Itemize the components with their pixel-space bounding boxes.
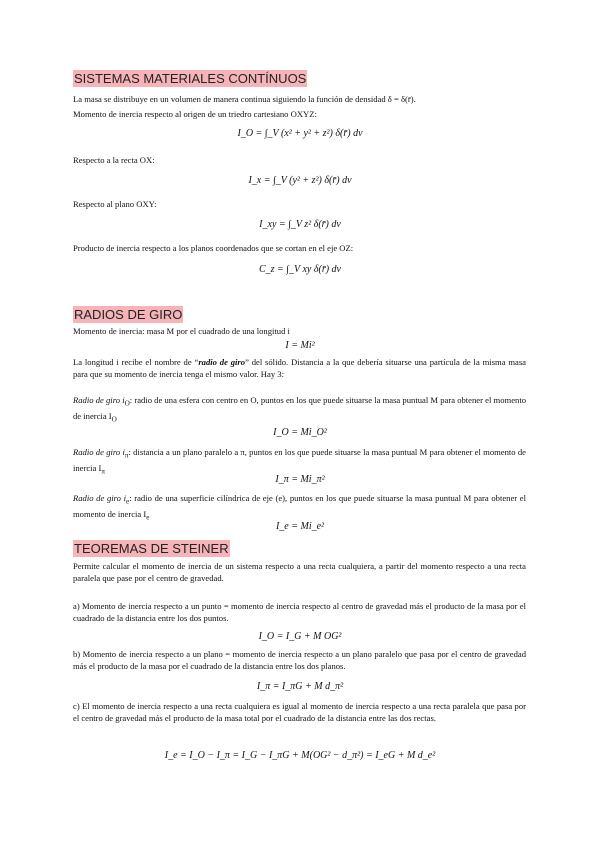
paragraph: Producto de inercia respecto a los planos coordenados que se cortan en el eje OZ: (73, 243, 354, 253)
paragraph: La masa se distribuye en un volumen de manera continua siguiendo la función de densidad δ = δ(r̄). (73, 94, 416, 104)
equation: I_e = Mi_e² (275, 521, 325, 532)
equation: I_O = Mi_O² (273, 427, 327, 438)
equation: I_xy = ∫_V z² δ(r̄) dv (259, 219, 341, 230)
paragraph: Radio de giro $i_e$: radio de una superficie cilíndrica de eje (e), puntos en los que puede situarse la masa puntual M para obtener el momento de inercia $I_e$ (73, 493, 526, 522)
paragraph: Momento de inercia: masa M por el cuadrado de una longitud i (73, 326, 290, 336)
paragraph: a) Momento de inercia respecto a un punto = momento de inercia respecto al centro de gravedad más el producto de la masa por el cuadrado de la distancia entre los dos puntos. (73, 601, 526, 623)
equation: I_x = ∫_V (y² + z²) δ(r̄) dv (248, 175, 352, 186)
section-title-sistemas: SISTEMAS MATERIALES CONTÍNUOS (74, 71, 307, 86)
paragraph: Respecto al plano OXY: (73, 199, 157, 209)
paragraph: Respecto a la recta OX: (73, 155, 155, 165)
equation: I = Mi² (285, 340, 315, 351)
section-title-radios: RADIOS DE GIRO (74, 307, 183, 322)
equation: C_z = ∫_V xy δ(r̄) dv (259, 264, 341, 275)
equation: I_O = I_G + M OG² (258, 631, 342, 642)
paragraph: Momento de inercia respecto al origen de un triedro cartesiano OXYZ: (73, 109, 317, 119)
section-title-steiner: TEOREMAS DE STEINER (74, 541, 229, 556)
paragraph: Permite calcular el momento de inercia de un sistema respecto a una recta cualquiera, a partir del momento respecto a una recta paralela que pase por el centro de gravedad. (73, 561, 526, 583)
equation: I_π = Mi_π² (275, 474, 325, 485)
paragraph: La longitud i recibe el nombre de “radio de giro” del sólido. Distancia a la que debería situarse una partícula de la misma masa para que su momento de inercia tenga el mismo valor. Hay 3: (73, 357, 526, 379)
equation: I_O = ∫_V (x² + y² + z²) δ(r̄) dv (237, 128, 363, 139)
paragraph: c) El momento de inercia respecto a una recta cualquiera es igual al momento de inercia respecto a una recta paralela que pasa por el centro de gravedad más el producto de la masa total por el cuadrado de la distancia entre las dos rectas. (73, 701, 526, 723)
equation: I_π = I_πG + M d_π² (256, 681, 344, 692)
paragraph: Radio de giro $i_\pi$: distancia a un plano paralelo a π, puntos en los que puede situarse la masa puntual M para obtener el momento de inercia $I_\pi$ (73, 447, 526, 476)
paragraph: b) Momento de inercia respecto a un plano = momento de inercia respecto a un plano paralelo que pasa por el centro de gravedad más el producto de la masa por el cuadrado de la distancia entre los dos planos. (73, 649, 526, 671)
paragraph: Radio de giro $i_O$: radio de una esfera con centro en O, puntos en los que puede situarse la masa puntual M para obtener el momento de inercia $I_O$ (73, 395, 526, 424)
equation: I_e = I_O − I_π = I_G − I_πG + M(OG² − d_π²) = I_eG + M d_e² (164, 750, 436, 761)
